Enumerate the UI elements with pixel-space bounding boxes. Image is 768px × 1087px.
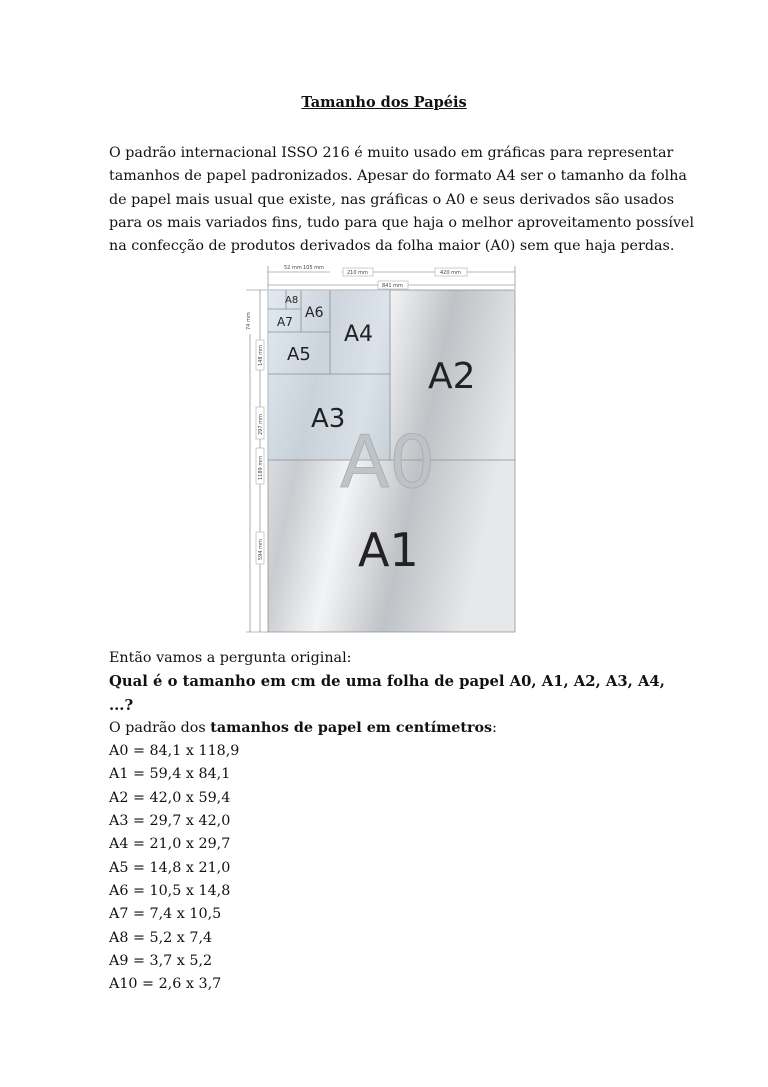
dim-label-top: 105 mm xyxy=(303,265,324,271)
sizes-section xyxy=(109,647,689,996)
standard-line xyxy=(109,717,689,740)
dim-label-side: 297 mm xyxy=(258,414,264,435)
standard-bold: tamanhos de papel em centímetros xyxy=(210,719,493,736)
sheet-label-a2: A2 xyxy=(428,356,476,397)
intro-line: O padrão internacional ISSO 216 é muito usado em gráficas para representar xyxy=(109,145,674,161)
sheet-label-a4: A4 xyxy=(344,322,374,347)
question-line: Qual é o tamanho em cm de uma folha de papel A0, A1, A2, A3, A4, xyxy=(109,673,665,691)
dim-label-side: 1189 mm xyxy=(258,455,264,480)
dim-label-side: 594 mm xyxy=(258,539,264,560)
size-item: A6 = 10,5 x 14,8 xyxy=(109,882,231,899)
size-item: A2 = 42,0 x 59,4 xyxy=(109,789,231,806)
size-item: A0 = 84,1 x 118,9 xyxy=(109,743,240,760)
size-item: A7 = 7,4 x 10,5 xyxy=(109,906,222,923)
dim-label-top: 210 mm xyxy=(347,270,368,276)
size-item: A9 = 3,7 x 5,2 xyxy=(109,952,213,969)
dim-label-top: 841 mm xyxy=(382,283,403,289)
size-item: A10 = 2,6 x 3,7 xyxy=(109,976,222,993)
size-item: A3 = 29,7 x 42,0 xyxy=(109,813,231,830)
sheet-label-a0: A0 xyxy=(340,420,436,504)
intro-line: para os mais variados fins, tudo para que haja o melhor aproveitamento possível xyxy=(109,214,695,231)
sheet-label-a1: A1 xyxy=(358,523,419,577)
dim-label-top: 52 mm xyxy=(284,265,302,271)
size-item: A5 = 14,8 x 21,0 xyxy=(109,859,231,876)
intro-line: na confecção de produtos derivados da folha maior (A0) sem que haja perdas. xyxy=(109,238,675,255)
sheet-label-a3: A3 xyxy=(311,404,346,434)
sheet-label-a6: A6 xyxy=(305,305,324,321)
dim-label-side: 74 mm xyxy=(246,312,252,330)
intro-paragraph xyxy=(109,142,695,258)
standard-prefix: O padrão dos xyxy=(109,719,211,736)
dim-label-top: 420 mm xyxy=(440,270,461,276)
question-line: ...? xyxy=(109,696,134,714)
page-title: Tamanho dos Papéis xyxy=(301,94,467,111)
intro-line: de papel mais usual que existe, nas gráficas o A0 e seus derivados são usados xyxy=(109,191,675,208)
size-item: A4 = 21,0 x 29,7 xyxy=(109,836,231,853)
sheet-label-a8: A8 xyxy=(285,295,299,306)
standard-suffix: : xyxy=(492,719,497,736)
sheet-label-a5: A5 xyxy=(287,344,311,365)
paper-sizes-figure xyxy=(240,262,520,638)
then-line: Então vamos a pergunta original: xyxy=(109,650,352,666)
size-item: A1 = 59,4 x 84,1 xyxy=(109,766,231,783)
dim-label-side: 148 mm xyxy=(258,345,264,366)
sheet-label-a7: A7 xyxy=(277,315,293,329)
intro-line: tamanhos de papel padronizados. Apesar do formato A4 ser o tamanho da folha xyxy=(109,168,687,185)
size-item: A8 = 5,2 x 7,4 xyxy=(109,929,213,946)
